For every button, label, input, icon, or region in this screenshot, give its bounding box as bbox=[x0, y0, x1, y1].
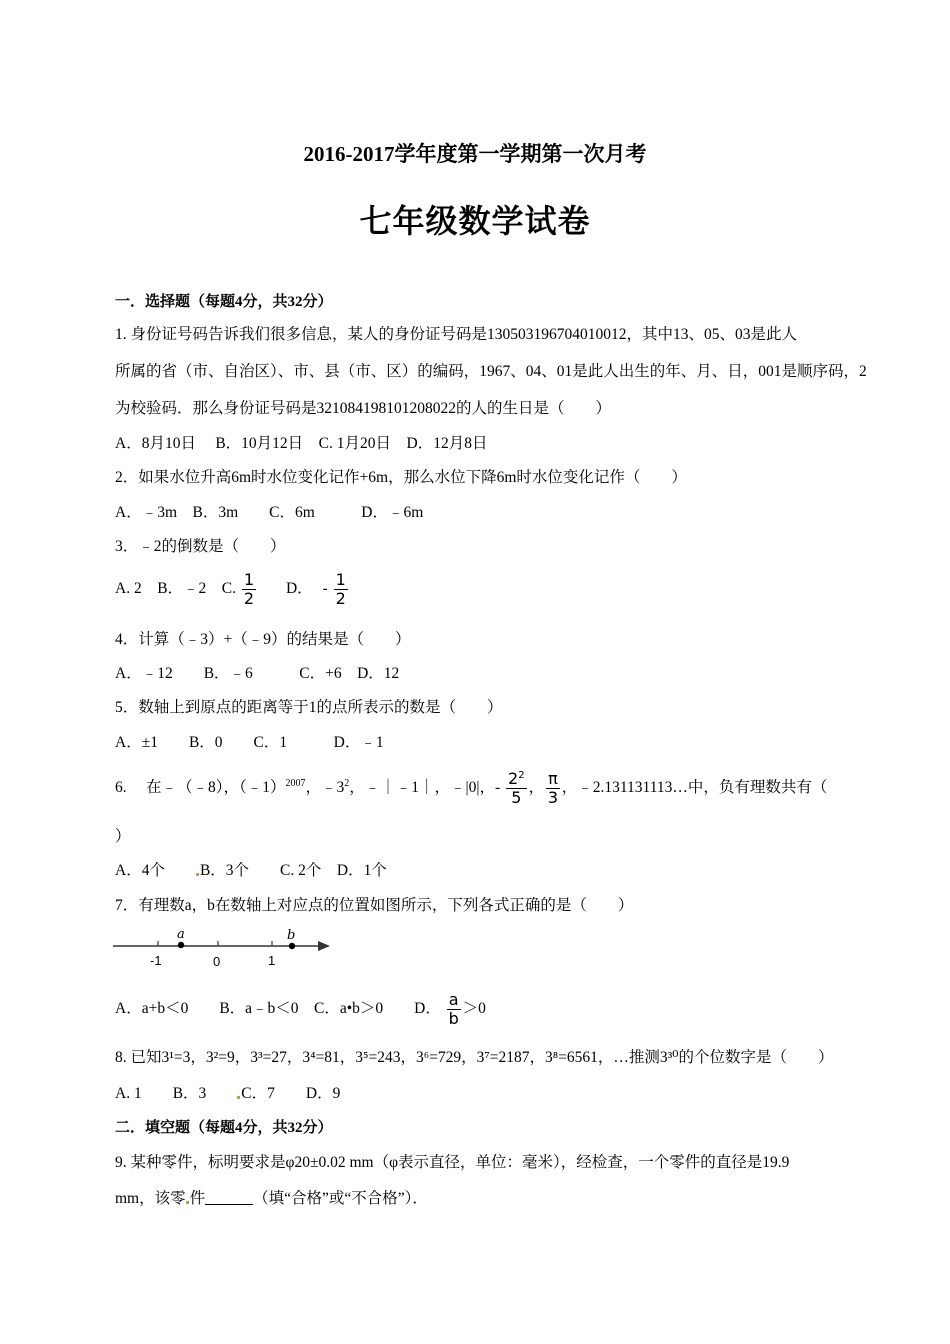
q9-line-2 bbox=[115, 1189, 428, 1209]
q5-options: A．±1 B．0 C．1 D．﹣1 bbox=[115, 734, 384, 751]
tick-label-1: 1 bbox=[268, 953, 276, 968]
q7-stem: 7．有理数a，b在数轴上对应点的位置如图所示，下列各式正确的是（ ） bbox=[115, 897, 634, 914]
section-2-heading: 二．填空题（每题4分，共32分） bbox=[115, 1120, 333, 1136]
q1-options: A．8月10日 B．10月12日 C. 1月20日 D．12月8日 bbox=[115, 435, 488, 452]
q7-number-line bbox=[110, 924, 335, 970]
label-a: a bbox=[177, 927, 185, 942]
q6-fraction-2-squared-over-5 bbox=[506, 770, 527, 807]
q6-prefix: 6. 在﹣（﹣8），（﹣1） bbox=[115, 779, 286, 796]
q7-options bbox=[115, 989, 486, 1029]
q3-fraction-d-den: 2 bbox=[335, 588, 346, 608]
q5-stem: 5．数轴上到原点的距离等于1的点所表示的数是（ ） bbox=[115, 699, 503, 716]
q2-stem: 2．如果水位升高6m时水位变化记作+6m，那么水位下降6m时水位变化记作（ ） bbox=[115, 469, 687, 486]
q7-fraction-a-over-b bbox=[447, 991, 461, 1028]
q3-stem: 3．﹣2的倒数是（ ） bbox=[115, 538, 286, 555]
q3-fraction-d-num: 1 bbox=[335, 569, 346, 589]
q6-separator: ， bbox=[528, 779, 545, 796]
q8-options-pre: A. 1 B．3 bbox=[115, 1085, 238, 1102]
q9-answer-blank[interactable] bbox=[205, 1190, 253, 1205]
q1-line-2: 所属的省（市、自治区）、市、县（市、区）的编码，1967、04、01是此人出生的年、月、日，001是顺序码，2 bbox=[115, 363, 867, 380]
section-1-heading: 一．选择题（每题4分，共32分） bbox=[115, 294, 333, 310]
q6-mid-2: ，﹣｜﹣1｜，﹣|0|，- bbox=[349, 779, 501, 796]
q6-suffix: ，﹣2.131131113…中，负有理数共有（ bbox=[561, 779, 828, 796]
q3-fraction-c-num: 1 bbox=[243, 569, 255, 589]
exam-subtitle: 七年级数学试卷 bbox=[359, 203, 591, 239]
q8-stem: 8. 已知3¹=3，3²=9，3³=27，3⁴=81，3⁵=243，3⁶=729，3⁷=2187，3⁸=6561，…推测3³⁰的个位数字是（ ） bbox=[115, 1049, 834, 1066]
q6-options-rest: B．3个 C. 2个 D．1个 bbox=[199, 862, 387, 879]
q6-fraction-pi-over-3 bbox=[546, 770, 560, 807]
q9-line-2-mid: 件 bbox=[189, 1190, 206, 1207]
q7-frac-den: b bbox=[448, 1008, 459, 1028]
q8-options-post: C．7 D．9 bbox=[241, 1085, 341, 1102]
q6-stem bbox=[115, 767, 827, 809]
q7-frac-num: a bbox=[448, 989, 459, 1009]
label-b: b bbox=[287, 928, 296, 943]
q6-frac2-num: π bbox=[548, 768, 558, 788]
q6-exponent-2: 2 bbox=[344, 778, 350, 789]
point-a bbox=[178, 942, 184, 948]
q6-options-a: A．4个 bbox=[115, 862, 196, 879]
q7-options-pre: A．a+b＜0 B．a﹣b＜0 C．a•b＞0 D． bbox=[115, 1000, 441, 1017]
q3-option-d: D． bbox=[285, 580, 313, 597]
stray-dot bbox=[196, 873, 199, 876]
q3-fraction-d bbox=[334, 571, 348, 608]
q3-fraction-c-den: 2 bbox=[243, 588, 255, 608]
q6-frac1-den: 5 bbox=[511, 787, 522, 807]
tick-label-minus-1: -1 bbox=[150, 953, 162, 968]
q3-fraction-c bbox=[242, 571, 256, 608]
q6-frac1-base: 2 bbox=[508, 768, 519, 788]
stray-dot bbox=[237, 1096, 240, 1099]
q6-line-2: ） bbox=[115, 828, 131, 845]
q8-options bbox=[115, 1084, 340, 1104]
exam-title: 2016-2017学年度第一学期第一次月考 bbox=[303, 142, 647, 166]
q6-frac2-den: 3 bbox=[547, 787, 559, 807]
q4-stem: 4．计算（﹣3）+（﹣9）的结果是（ ） bbox=[115, 631, 411, 648]
q3-options bbox=[115, 570, 350, 608]
number-line-arrow bbox=[318, 941, 330, 951]
q2-options: A．﹣3m B．3m C．6m D．﹣6m bbox=[115, 504, 424, 521]
q3-minus: - bbox=[322, 580, 328, 597]
q9-line-2-post: （填“合格”或“不合格”）． bbox=[253, 1190, 428, 1207]
q6-options bbox=[115, 861, 387, 881]
q6-frac1-exp: 2 bbox=[518, 769, 525, 781]
q9-line-1: 9. 某种零件，标明要求是φ20±0.02 mm（φ表示直径，单位：毫米），经检查，一个零件的直径是19.9 bbox=[115, 1154, 790, 1171]
q6-mid-1: ，﹣3 bbox=[305, 779, 345, 796]
tick-label-0: 0 bbox=[213, 954, 221, 969]
q3-options-ab: A. 2 B．﹣2 C. bbox=[115, 580, 236, 597]
q1-line-1: 1. 身份证号码告诉我们很多信息，某人的身份证号码是130503196704010012，其中13、05、03是此人 bbox=[115, 326, 798, 343]
q4-options: A．﹣12 B．﹣6 C．+6 D．12 bbox=[115, 665, 400, 682]
q6-exponent-2007: 2007 bbox=[285, 778, 306, 789]
stray-dot bbox=[186, 1201, 189, 1204]
point-b bbox=[289, 943, 295, 949]
q9-line-2-pre: mm，该零 bbox=[115, 1190, 186, 1207]
q1-line-3: 为校验码．那么身份证号码是321084198101208022的人的生日是（ ） bbox=[115, 400, 612, 417]
q7-options-post: ＞0 bbox=[462, 1000, 486, 1017]
